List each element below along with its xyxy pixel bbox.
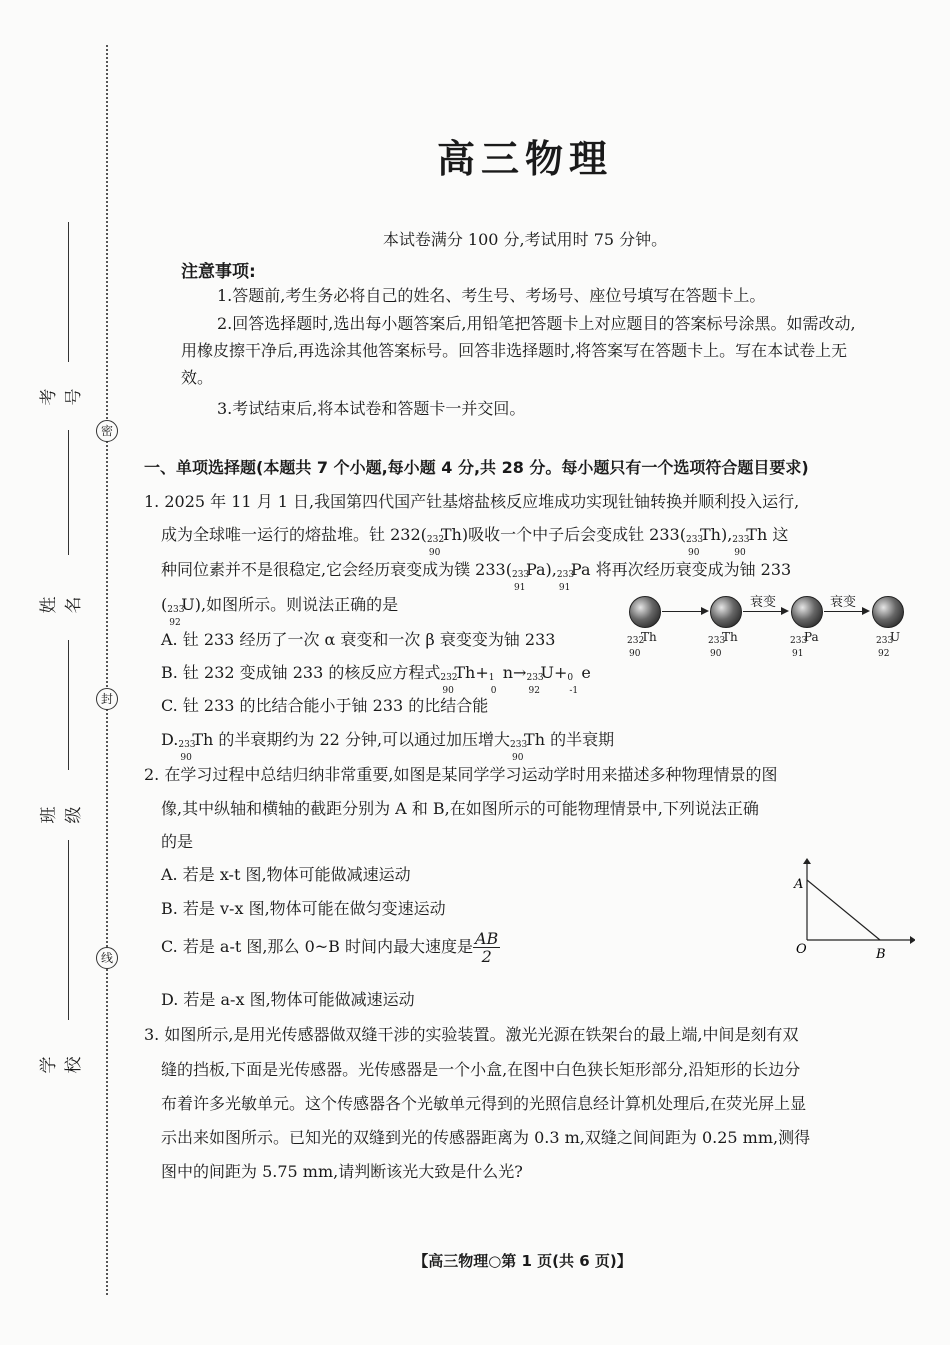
page-footer: 【高三物理○第 1 页(共 6 页)】 (413, 1252, 632, 1270)
notice-item-3: 3.考试结束后,将本试卷和答题卡一并交回。 (217, 399, 526, 418)
q3-line3: 布着许多光敏单元。这个传感器各个光敏单元得到的光照信息经计算机处理后,在荧光屏上显 (161, 1094, 807, 1113)
notice-item-1: 1.答题前,考生务必将自己的姓名、考生号、考场号、座位号填写在答题卡上。 (217, 286, 766, 305)
graph-origin-label: O (796, 942, 807, 957)
q3-line5: 图中的间距为 5.75 mm,请判断该光大致是什么光? (161, 1162, 523, 1181)
exam-info: 本试卷满分 100 分,考试用时 75 分钟。 (382, 230, 668, 249)
q2-line3: 的是 (161, 832, 194, 851)
seal-feng: 封 (96, 688, 118, 710)
label-u233: 233 92 U (876, 630, 901, 659)
q2-option-a: A. 若是 x-t 图,物体可能做减速运动 (161, 865, 411, 884)
intercept-graph (790, 858, 915, 963)
section-heading: 一、单项选择题(本题共 7 个小题,每小题 4 分,共 28 分。每小题只有一个选项符合题目要求) (144, 458, 809, 477)
decay-label-2: 衰变 (830, 595, 857, 610)
q1-option-d: D. 233 90 Th 的半衰期约为 22 分钟,可以通过加压增大 233 90 Th 的半衰期 (161, 730, 615, 763)
notice-item-2: 2.回答选择题时,选出每小题答案后,用铅笔把答题卡上对应题目的答案标号涂黑。如需改动,用橡皮擦干净后,再选涂其他答案标号。回答非选择题时,将答案写在答题卡上。写在本试卷上无效。 (181, 314, 856, 387)
label-class: 班级 (39, 806, 84, 824)
page-title: 高三物理 (436, 137, 613, 181)
q1-line4: ( 233 92 U),如图所示。则说法正确的是 (161, 595, 399, 628)
graph-x-intercept-label: B (876, 947, 886, 962)
arrow-decay-1 (743, 611, 787, 612)
q3-line2: 缝的挡板,下面是光传感器。光传感器是一个小盒,在图中白色狭长矩形部分,沿矩形的长边分 (161, 1060, 801, 1079)
name-line (68, 430, 69, 555)
seal-mi: 密 (96, 420, 118, 442)
nucleus-pa233 (791, 596, 823, 628)
school-line (68, 840, 69, 1020)
q1-line1: 1. 2025 年 11 月 1 日,我国第四代国产钍基熔盐核反应堆成功实现钍铀转换并顺利投入运行, (144, 492, 800, 511)
arrow-decay-2 (824, 611, 868, 612)
q1-line3: 种同位素并不是很稳定,它会经历衰变成为镤 233( 233 91 Pa), 233 91 Pa 将再次经历衰变成为铀 233 (161, 560, 792, 593)
label-pa233: 233 91 Pa (790, 630, 819, 659)
q3-line4: 示出来如图所示。已知光的双缝到光的传感器距离为 0.3 m,双缝之间间距为 0.25 mm,测得 (161, 1128, 811, 1147)
q2-line2: 像,其中纵轴和横轴的截距分别为 A 和 B,在如图所示的可能物理情景中,下列说法正确 (161, 799, 759, 818)
label-name: 姓名 (39, 596, 84, 614)
label-th233: 233 90 Th (708, 630, 738, 659)
label-exam-number: 考号 (39, 388, 84, 406)
q1-option-b: B. 钍 232 变成铀 233 的核反应方程式 232 90 Th+ 1 0 n→ 233 92 U+ 0 -1 e (161, 663, 591, 696)
q1-option-a: A. 钍 233 经历了一次 α 衰变和一次 β 衰变变为铀 233 (161, 630, 556, 649)
fraction-ab-over-2: $\frac{AB}{2}$ (475, 929, 499, 966)
seal-xian: 线 (96, 947, 118, 969)
notice-heading: 注意事项: (181, 262, 256, 282)
q2-option-b: B. 若是 v-x 图,物体可能在做匀变速运动 (161, 899, 446, 918)
arrow-capture (662, 611, 707, 612)
class-line (68, 640, 69, 770)
nucleus-th232 (629, 596, 661, 628)
label-school: 学校 (39, 1056, 84, 1074)
decay-label-1: 衰变 (750, 595, 777, 610)
q1-line2: 成为全球唯一运行的熔盐堆。钍 232( 232 90 Th)吸收一个中子后会变成钍 233( 233 90 Th), 233 90 Th 这 (161, 525, 789, 558)
label-th232: 232 90 Th (627, 630, 657, 659)
q3-line1: 3. 如图所示,是用光传感器做双缝干涉的实验装置。激光光源在铁架台的最上端,中间是刻有双 (144, 1025, 799, 1044)
q1-option-c: C. 钍 233 的比结合能小于铀 233 的比结合能 (161, 696, 489, 715)
q2-option-d: D. 若是 a-x 图,物体可能做减速运动 (161, 990, 415, 1009)
graph-y-intercept-label: A (794, 877, 804, 892)
q2-line1: 2. 在学习过程中总结归纳非常重要,如图是某同学学习运动学时用来描述多种物理情景的图 (144, 765, 778, 784)
nucleus-u233 (872, 596, 904, 628)
q2-option-c: C. 若是 a-t 图,那么 0~B 时间内最大速度是 $\frac{AB}{2}$ (161, 929, 499, 966)
nucleus-th233 (710, 596, 742, 628)
graph-line (807, 880, 880, 940)
